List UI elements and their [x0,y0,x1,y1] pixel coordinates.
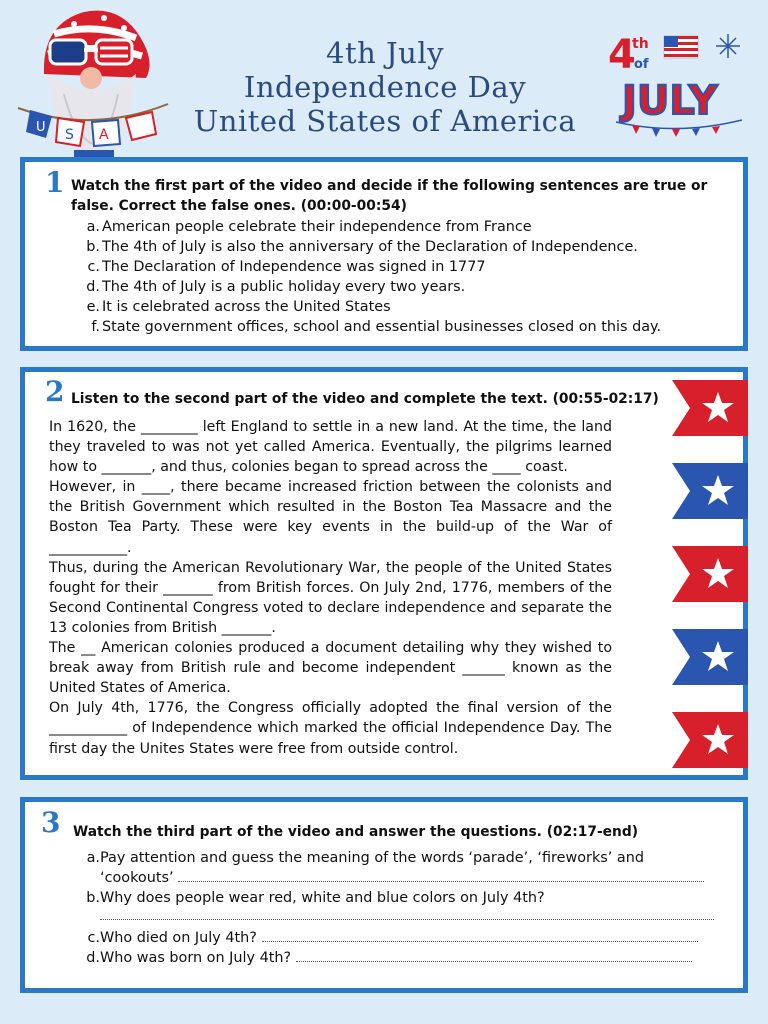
item-letter: c. [87,259,100,275]
section-instruction: Watch the first part of the video and decide if the following sentences are true or false. Correct the false ones. (00:00-00:54) [71,178,708,214]
title-line: 4th July [326,36,444,70]
answer-line-b[interactable] [100,906,714,926]
question-d: d.Who was born on July 4th? [83,948,692,968]
banner-letter: U [36,120,46,135]
statement-item [85,257,661,277]
item-letter: f. [91,319,100,335]
svg-text:JULY: JULY [622,78,718,124]
item-text: The Declaration of Independence was signed in 1777 [102,259,486,275]
item-text: The 4th of July is also the anniversary of the Declaration of Independence. [102,239,638,255]
item-text: State government offices, school and essential businesses closed on this day. [102,319,662,335]
red-star-flag-icon [672,380,748,436]
section-number: 1 [45,166,65,199]
title-line: Independence Day [243,70,527,104]
paragraph: On July 4th, 1776, the Congress officially adopted the final version of the ___________ of Independence which marked the official Independence Day. The first day the Unites States were free from outside control. [49,700,612,757]
red-star-flag-icon [672,546,748,602]
banner-letter: A [99,127,109,143]
item-letter: b. [86,239,100,255]
statement-item [85,217,661,237]
blue-star-flag-icon [672,463,748,519]
paragraph: In 1620, the ________ left England to settle in a new land. At the time, the land they traveled to was not yet called America. Eventually, the pilgrims learned how to _______, and thus, colonies began to spread across the ____ coast. [49,419,612,476]
section-1-true-false [20,157,748,351]
svg-text:4: 4 [608,32,636,78]
title-line: United States of America [193,104,577,138]
section-number: 2 [45,375,65,408]
statement-item [85,237,661,257]
answer-line-a[interactable]: ‘cookouts’ [100,868,720,888]
section-number: 3 [41,806,61,839]
paragraph: However, in ____, there became increased friction between the colonists and the British Government which resulted in the Boston Tea Massacre and the Boston Tea Party. These were key events in the build-up of the War of ___________. [49,479,612,556]
svg-text:th: th [632,36,649,52]
red-star-flag-icon [672,712,748,768]
question-c: c.Who died on July 4th? [83,928,698,948]
statement-item [85,317,661,337]
cloze-text [49,417,612,759]
question-b: b.Why does people wear red, white and blue colors on July 4th? [86,890,545,906]
flag-icon [664,36,698,58]
header [0,0,768,155]
item-text: It is celebrated across the United States [102,299,391,315]
svg-text:of: of [634,57,649,72]
statement-list [85,217,661,337]
blue-star-flag-icon [672,629,748,685]
item-text: The 4th of July is a public holiday every two years. [102,279,466,295]
section-instruction: Watch the third part of the video and answer the questions. (02:17-end) [73,824,639,840]
item-letter: d. [86,279,100,295]
section-instruction: Listen to the second part of the video and complete the text. (00:55-02:17) [71,391,659,407]
item-text: American people celebrate their independence from France [102,219,532,235]
paragraph: The __ American colonies produced a document detailing why they wished to break away from British rule and become independent ______ known as the United States of America. [49,640,612,697]
section-3-questions [20,797,748,993]
section-2-fill-in-text [20,367,748,780]
paragraph: Thus, during the American Revolutionary War, the people of the United States fought for their _______ from British forces. On July 2nd, 1776, members of the Second Continental Congress voted to declare independence and separate the 13 colonies from British _______. [49,559,612,636]
firework-icon [716,34,740,58]
statement-item [85,277,661,297]
item-letter: e. [86,299,100,315]
item-letter: a. [86,219,100,235]
statement-item [85,297,661,317]
page-title [150,36,620,138]
fourth-of-july-logo [602,28,752,138]
question-a: a.Pay attention and guess the meaning of the words ‘parade’, ‘fireworks’ and [86,850,645,866]
banner-letter: S [65,127,74,143]
